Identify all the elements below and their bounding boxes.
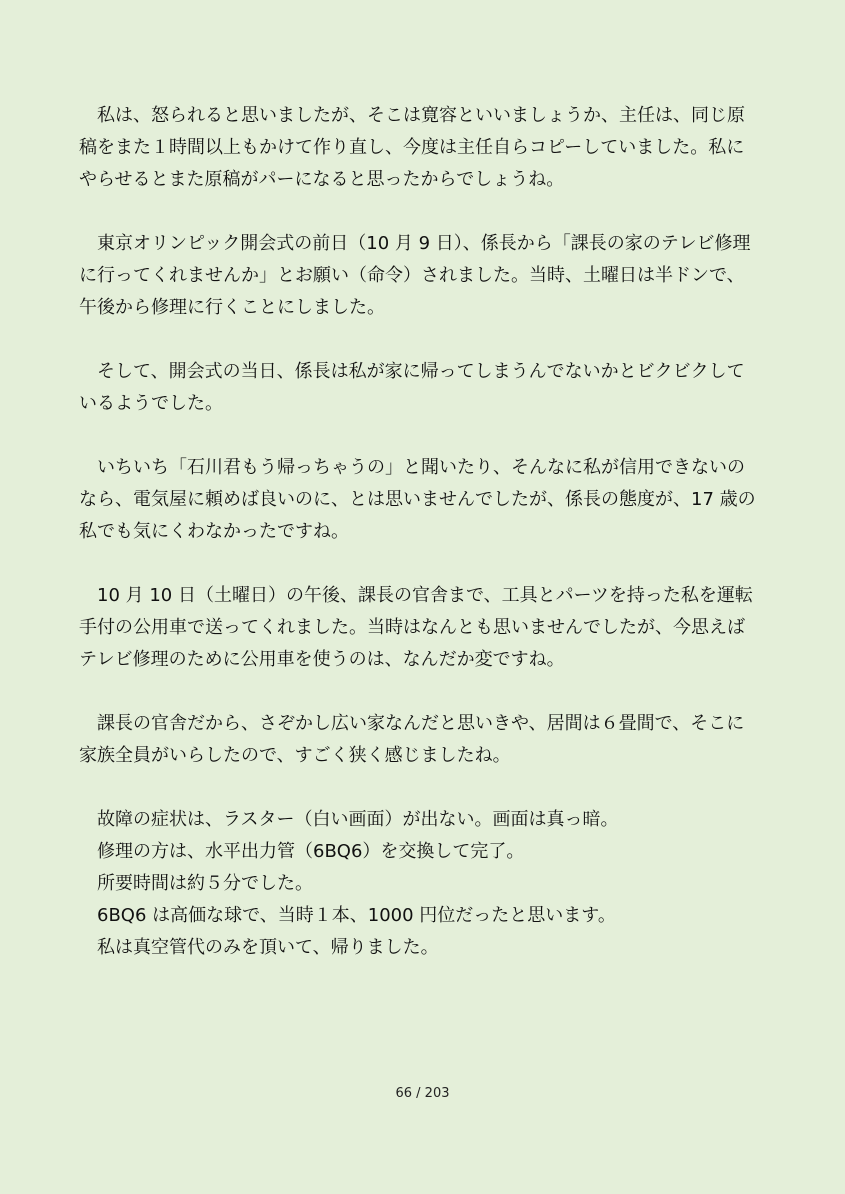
body-text	[79, 100, 759, 964]
text-line: 6BQ6 は高価な球で、当時１本、1000 円位だったと思います。	[97, 905, 616, 926]
paragraph: いちいち「石川君もう帰っちゃうの」と聞いたり、そんなに私が信用できないのなら、電気屋に頼めば良いのに、とは思いませんでしたが、係長の態度が、17 歳の私でも気にくわなかったですね。	[79, 457, 756, 542]
paragraph: 私は、怒られると思いましたが、そこは寛容といいましょうか、主任は、同じ原稿をまた１時間以上もかけて作り直し、今度は主任自らコピーしていました。私にやらせるとまた原稿がパーになると思ったからでしょうね。	[79, 105, 745, 190]
text-line: 故障の症状は、ラスター（白い画面）が出ない。画面は真っ暗。	[97, 809, 619, 830]
page-number: 66 / 203	[395, 1086, 450, 1101]
text-line: 所要時間は約５分でした。	[97, 873, 313, 894]
text-line: 私は真空管代のみを頂いて、帰りました。	[97, 937, 439, 958]
text-line: 修理の方は、水平出力管（6BQ6）を交換して完了。	[97, 841, 525, 862]
paragraph: 10 月 10 日（土曜日）の午後、課長の官舎まで、工具とパーツを持った私を運転手付の公用車で送ってくれました。当時はなんとも思いませんでしたが、今思えばテレビ修理のために公用車を使うのは、なんだか変ですね。	[79, 585, 753, 670]
paragraph: そして、開会式の当日、係長は私が家に帰ってしまうんでないかとビクビクしているようでした。	[79, 361, 745, 414]
paragraph: 課長の官舎だから、さぞかし広い家なんだと思いきや、居間は６畳間で、そこに家族全員がいらしたので、すごく狭く感じましたね。	[79, 713, 745, 766]
paragraph: 東京オリンピック開会式の前日（10 月 9 日）、係長から「課長の家のテレビ修理に行ってくれませんか」とお願い（命令）されました。当時、土曜日は半ドンで、午後から修理に行くことにしました。	[79, 233, 751, 318]
